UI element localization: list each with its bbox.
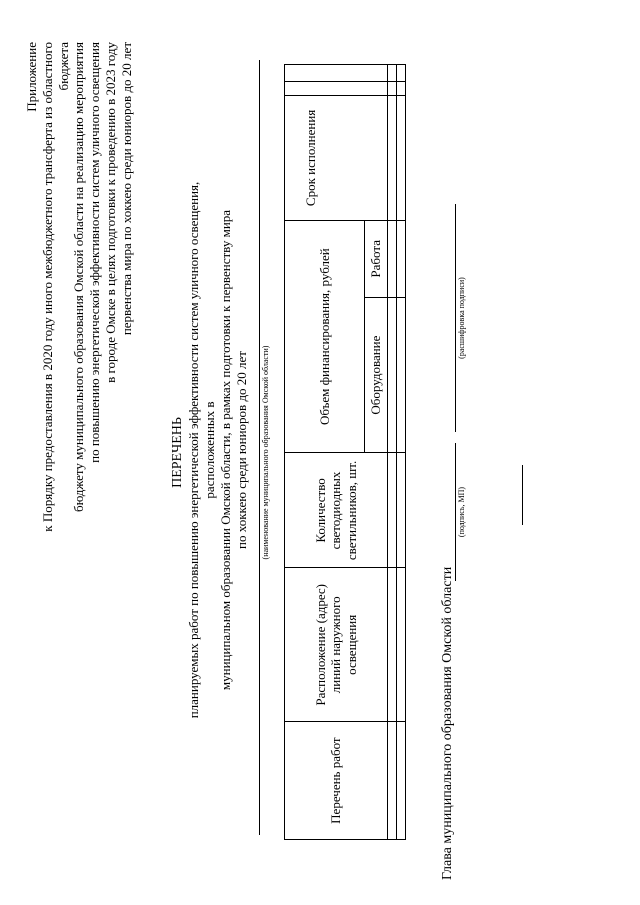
works-table (284, 64, 406, 840)
table-cell (397, 722, 406, 840)
name-caption: (расшифровка подписи) (457, 277, 466, 359)
header-count: Количество светодиодных светильников, шт. (285, 453, 388, 568)
header-deadline: Срок исполнения (285, 96, 388, 221)
header-work: Работа (365, 220, 388, 297)
header-extra-2 (285, 65, 388, 82)
subtitle-line: планируемых работ по повышению энергетической эффективности систем уличного освещения, расположенных в (186, 181, 217, 719)
table-row (397, 65, 406, 840)
table-cell (388, 722, 397, 840)
table-cell (388, 82, 397, 96)
table-cell (397, 568, 406, 722)
appendix-line: первенства мира по хоккею среди юниоров до 20 лет (118, 42, 134, 336)
table-header-row (285, 65, 365, 840)
table-cell (397, 96, 406, 221)
table-cell (388, 568, 397, 722)
subtitle-line: муниципальном образовании Омской области, в рамках подготовки к первенству мира (218, 209, 233, 691)
table-cell (388, 65, 397, 82)
appendix-line: бюджету муниципального образования Омской области на реализацию мероприятия (71, 42, 87, 512)
header-equipment: Оборудование (365, 297, 388, 453)
table-cell (388, 220, 397, 297)
signature-label: Глава муниципального образования Омской области (440, 566, 455, 880)
appendix-line: к Порядку предоставления в 2020 году иного межбюджетного трансферта из областного бюджета (39, 42, 71, 532)
table-cell (397, 297, 406, 453)
separator-line (522, 465, 523, 525)
table-row (388, 65, 397, 840)
table-cell (388, 96, 397, 221)
table-cell (397, 65, 406, 82)
document-subtitle (186, 145, 250, 755)
document-title: ПЕРЕЧЕНЬ (170, 417, 185, 488)
header-funding: Объем финансирования, рублей (285, 220, 365, 453)
signature-line (455, 443, 456, 581)
table-cell (397, 82, 406, 96)
municipality-name-line (259, 60, 260, 835)
table-cell (397, 453, 406, 568)
table-cell (388, 453, 397, 568)
header-extra-1 (285, 82, 388, 96)
appendix-title: Приложение (24, 42, 39, 112)
header-location: Расположение (адрес) линий наружного освещения (285, 568, 388, 722)
table-cell (388, 297, 397, 453)
signature-caption: (подпись, МП) (457, 486, 466, 538)
municipality-caption: (наименование муниципального образования Омской области) (261, 345, 270, 560)
appendix-line: по повышению энергетической эффективности систем уличного освещения (87, 42, 103, 463)
header-works: Перечень работ (285, 722, 388, 840)
appendix-line: в городе Омске в целях подготовки к проведению в 2023 году (102, 42, 118, 383)
table-cell (397, 220, 406, 297)
appendix-header (24, 42, 135, 582)
name-line (455, 204, 456, 432)
subtitle-line: по хоккею среди юниоров до 20 лет (234, 351, 249, 550)
